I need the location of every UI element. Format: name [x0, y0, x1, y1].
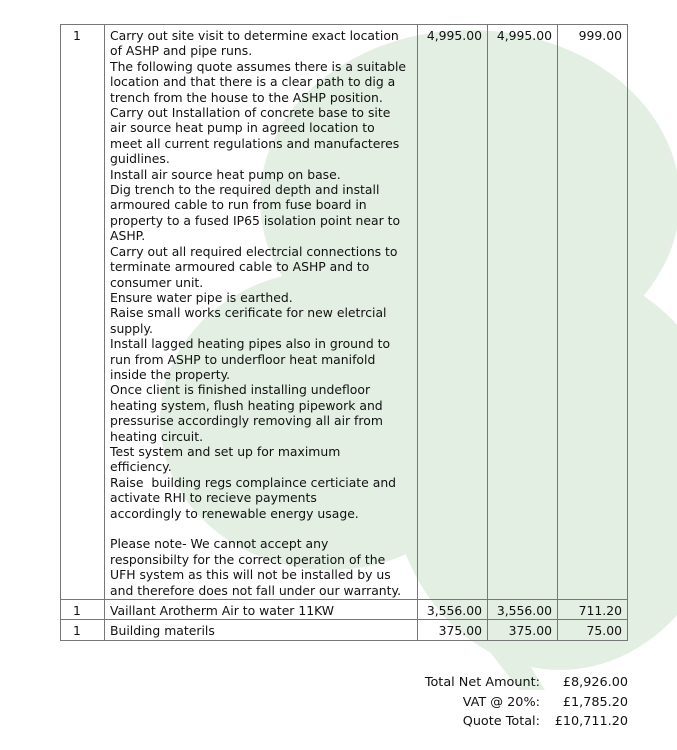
vat-row — [425, 693, 628, 713]
description-line: activate RHI to recieve payments — [110, 490, 317, 506]
line-item-net: 4,995.00 — [488, 25, 558, 600]
description-line: guidlines. — [110, 151, 170, 167]
line-item-row — [61, 620, 628, 640]
description-line: Raise building regs complaince certiciate and — [110, 474, 397, 490]
description-line: Vaillant Arotherm Air to water 11KW — [110, 603, 335, 619]
line-item-vat: 999.00 — [558, 25, 628, 600]
description-line: Install lagged heating pipes also in ground to — [110, 336, 391, 352]
description-line: supply. — [110, 320, 153, 336]
description-line: The following quote assumes there is a suitable — [110, 58, 407, 74]
description-line: and therefore does not fall under our warranty. — [110, 582, 402, 598]
description-line: Carry out all required electrcial connections to — [110, 243, 398, 259]
description-line: Ensure water pipe is earthed. — [110, 289, 293, 305]
description-line: Install air source heat pump on base. — [110, 166, 341, 182]
vat-value: £1,785.20 — [562, 694, 628, 710]
line-item-description — [105, 25, 418, 600]
description-line: Dig trench to the required depth and install — [110, 182, 380, 198]
description-line: Carry out site visit to determine exact location — [110, 28, 399, 43]
description-line: responsibilty for the correct operation of the — [110, 551, 386, 567]
description-line: Building materils — [110, 623, 215, 639]
description-line: heating system, flush heating pipework and — [110, 397, 383, 413]
description-line: location and that there is a clear path to dig a — [110, 74, 396, 90]
quote-total-row — [425, 712, 628, 732]
total-net-label: Total Net Amount: — [424, 675, 540, 690]
description-line: Once client is finished installing undefloor — [110, 382, 371, 398]
description-line: property to a fused IP65 isolation point near to — [110, 212, 401, 228]
line-item-qty: 1 — [61, 620, 105, 640]
vat-label: VAT @ 20%: — [462, 694, 540, 710]
line-item-unit-price: 4,995.00 — [418, 25, 488, 600]
line-item-qty: 1 — [61, 600, 105, 620]
line-item-description — [105, 620, 418, 640]
description-line: Raise small works cerificate for new eletrcial — [110, 305, 387, 321]
description-line: efficiency. — [110, 459, 172, 475]
description-line: pressurise accordingly removing all air from — [110, 413, 383, 429]
description-line: consumer unit. — [110, 274, 204, 290]
description-line: of ASHP and pipe runs. — [110, 43, 253, 59]
line-item-qty: 1 — [61, 25, 105, 600]
description-line: ASHP. — [110, 228, 146, 244]
description-line: run from ASHP to underfloor heat manifold — [110, 351, 376, 367]
description-line: Test system and set up for maximum — [110, 443, 341, 459]
line-item-vat: 711.20 — [558, 600, 628, 620]
line-item-unit-price: 3,556.00 — [418, 600, 488, 620]
line-item-net: 375.00 — [488, 620, 558, 640]
description-line: UFH system as this will not be installed by us — [110, 567, 391, 583]
description-line: meet all current regulations and manufacteres — [110, 135, 400, 151]
total-net-value: £8,926.00 — [562, 675, 628, 690]
description-line: trench from the house to the ASHP position. — [110, 89, 383, 105]
quote-total-value: £10,711.20 — [554, 714, 628, 729]
description-line — [110, 521, 412, 536]
quote-line-items-table — [60, 24, 628, 641]
description-line: inside the property. — [110, 366, 231, 382]
quote-total-label: Quote Total: — [462, 714, 540, 729]
description-line: terminate armoured cable to ASHP and to — [110, 259, 370, 275]
description-line: air source heat pump in agreed location to — [110, 120, 375, 136]
line-item-net: 3,556.00 — [488, 600, 558, 620]
description-line: accordingly to renewable energy usage. — [110, 505, 359, 521]
line-item-description — [105, 600, 418, 620]
line-item-vat: 75.00 — [558, 620, 628, 640]
description-line: armoured cable to run from fuse board in — [110, 197, 367, 213]
total-net-row — [425, 673, 628, 693]
line-item-row — [61, 25, 628, 600]
description-line: Please note- We cannot accept any — [110, 536, 329, 552]
description-line: Carry out Installation of concrete base to site — [110, 105, 391, 121]
line-item-unit-price: 375.00 — [418, 620, 488, 640]
description-line: heating circuit. — [110, 428, 204, 444]
line-item-row — [61, 600, 628, 620]
quote-totals — [425, 673, 628, 732]
